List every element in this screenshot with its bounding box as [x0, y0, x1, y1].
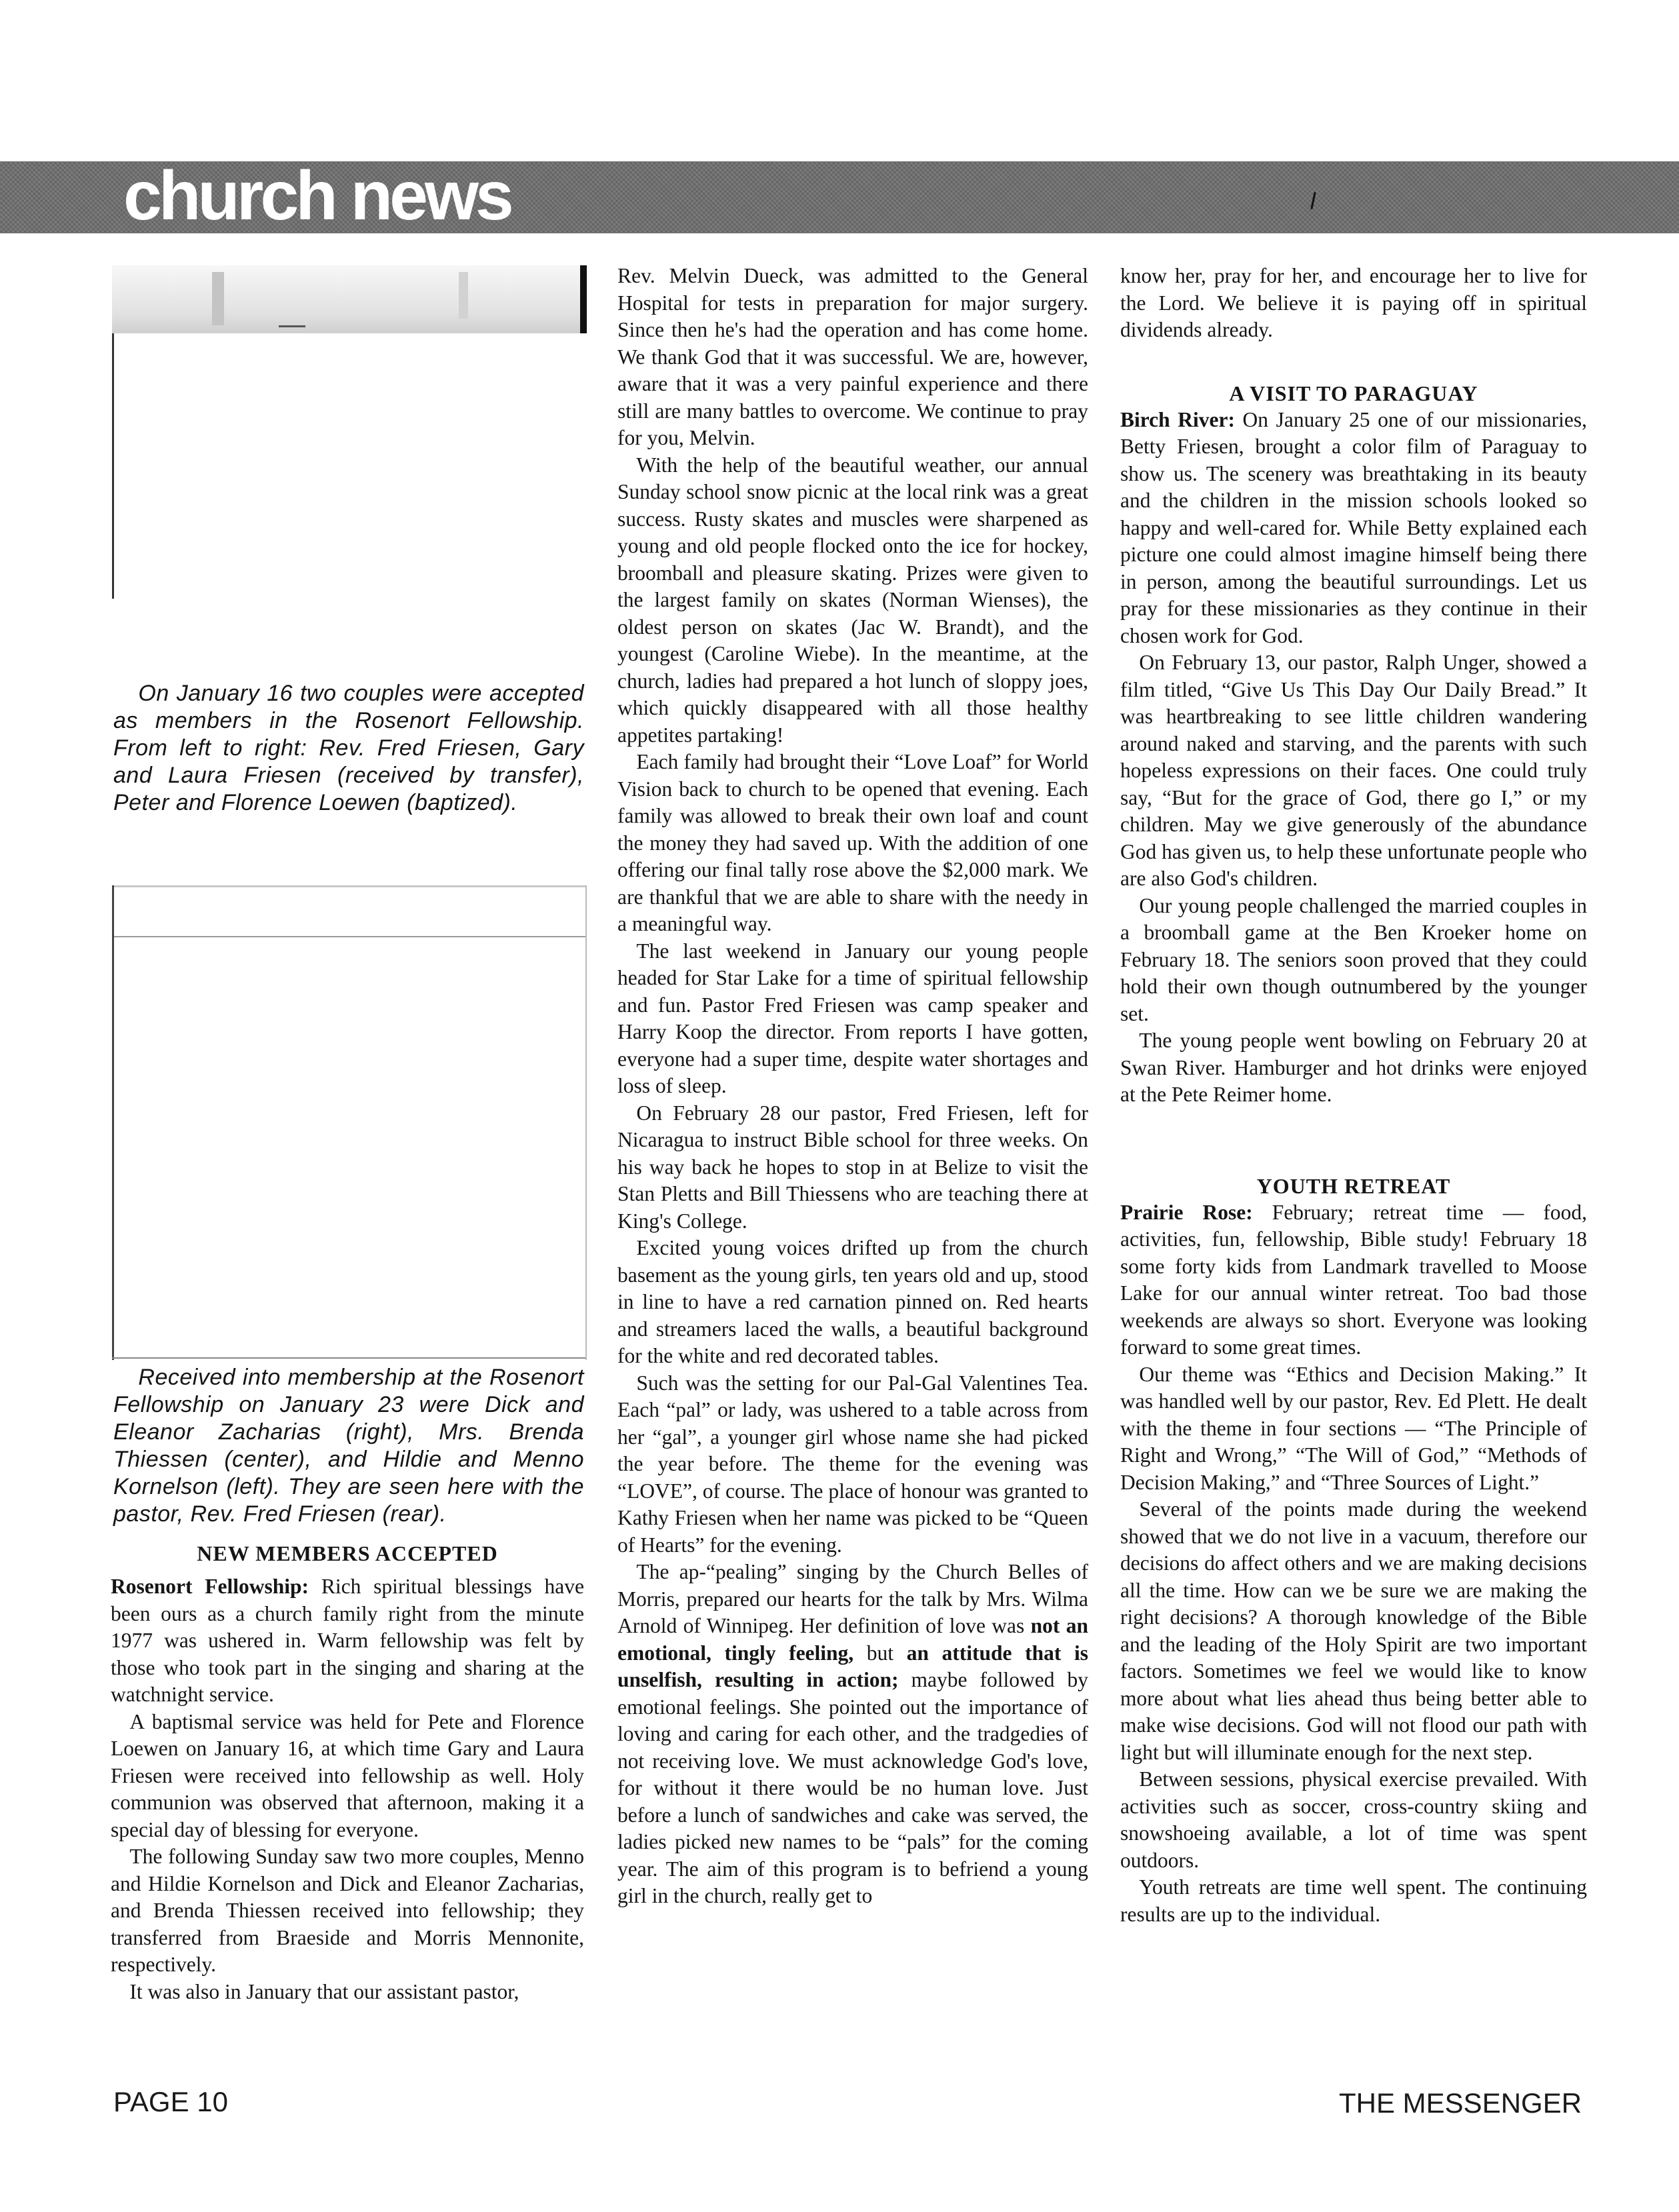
article-paragraph: On February 28 our pastor, Fred Friesen, left for Nicaragua to instruct Bible school for three weeks. On his way back he hopes to stop in at Belize to visit the Stan Pletts and Bill Thiessens who are teaching there at King's College. [617, 1101, 1088, 1233]
location-label: Rosenort Fellowship: [111, 1575, 309, 1598]
article-continued [617, 263, 1088, 1910]
article-paragraph: Such was the setting for our Pal-Gal Valentines Tea. Each “pal” or lady, was ushered to a table across from her “gal”, a younger girl whose name she had picked the year before. The theme for the evening was “LOVE”, of course. The place of honour was granted to Kathy Friesen when her name was picked to be “Queen of Hearts” for the evening. [617, 1371, 1088, 1557]
article-paragraph: The last weekend in January our young people headed for Star Lake for a time of spiritual fellowship and fun. Pastor Fred Friesen was camp speaker and Harry Koop the director. From reports I have gotten, everyone had a super time, despite water shortages and loss of sleep. [617, 939, 1088, 1097]
location-label: Birch River: [1120, 407, 1235, 431]
article-heading: A VISIT TO PARAGUAY [1229, 381, 1478, 405]
article-paragraph: With the help of the beautiful weather, our annual Sunday school snow picnic at the local rink was a great success. Rusty skates and muscles were sharpened as young and old people flocked onto the ice for hockey, broomball and pleasure skating. Prizes were given to the largest family on skates (Norman Wienses), the oldest person on skates (Jac W. Brandt), and the youngest (Caroline Wiebe). In the meantime, at the church, ladies had prepared a hot lunch of sloppy joes, which quickly disappeared with all those healthy appetites partaking! [617, 453, 1088, 747]
article-paragraph: The following Sunday saw two more couples, Menno and Hildie Kornelson and Dick and Eleanor Zacharias, and Brenda Thiessen received into fellowship; they transferred from Braeside and Morris Mennonite, respectively. [111, 1845, 584, 1976]
photo-new-members-jan23 [112, 885, 587, 1360]
article-paragraph: Each family had brought their “Love Loaf” for World Vision back to church to be opened that evening. Each family was allowed to break their own loaf and count the money they had saved up. With the addition of one offering our final tally rose above the $2,000 mark. We are thankful that we are able to share with the needy in a meaningful way. [617, 750, 1088, 935]
article-paragraph: Our young people challenged the married couples in a broomball game at the Ben Kroeker home on February 18. The seniors soon proved that they could hold their own though outnumbered by the younger set. [1120, 893, 1587, 1025]
article-paragraph: Youth retreats are time well spent. The continuing results are up to the individual. [1120, 1875, 1587, 1926]
article-paragraph: Prairie Rose: February; retreat time — food, activities, fun, fellowship, Bible study! February 18 some forty kids from Landmark travelled to Moose Lake for our annual winter retreat. Too bad those weekends are always so short. Everyone was looking forward to some great times. [1120, 1200, 1588, 1359]
article-paragraph: Between sessions, physical exercise prevailed. With activities such as soccer, cross-country skiing and snowshoeing available, a lot of time was spent outdoors. [1120, 1767, 1587, 1872]
article-paragraph: The ap-“pealing” singing by the Church Belles of Morris, prepared our hearts for the talk by Mrs. Wilma Arnold of Winnipeg. Her definition of love was not an emotional, tingly feeling, but an attitude that is unselfish, resulting in action; maybe followed by emotional feelings. She pointed out the importance of loving and caring for each other, and the tradgedies of not receiving love. We must acknowledge God's love, for without it there would be no human love. Just before a lunch of sandwiches and cake was served, the ladies picked new names to be “pals” for the coming year. The aim of this program is to befriend a young girl in the church, really get to [617, 1560, 1089, 1907]
section-title: church news [123, 157, 511, 235]
article-paragraph: Rosenort Fellowship: Rich spiritual blessings have been ours as a church family right from the minute 1977 was ushered in. Warm fellowship was felt by those who took part in the singing and sharing at the watchnight service. [111, 1575, 585, 1706]
article-paragraph: The young people went bowling on February 20 at Swan River. Hamburger and hot drinks were enjoyed at the Pete Reimer home. [1120, 1029, 1587, 1106]
article-paragraph: Excited young voices drifted up from the church basement as the young girls, ten years old and up, stood in line to have a red carnation pinned on. Red hearts and streamers laced the walls, a beautiful background for the white and red decorated tables. [617, 1236, 1088, 1367]
article-paragraph: Rev. Melvin Dueck, was admitted to the General Hospital for tests in preparation for major surgery. Since then he's had the operation and has come home. We thank God that it was successful. We are, however, aware that it was a very painful experience and there still are many battles to overcome. We continue to pray for you, Melvin. [617, 264, 1088, 449]
article-paragraph: Several of the points made during the weekend showed that we do not live in a vacuum, therefore our decisions do affect others and we are making decisions all the time. How can we be sure we are making the right decisions? A thorough knowledge of the Bible and the leading of the Holy Spirit are two important factors. Sometimes we feel we would like to know more about what lies ahead thus being better able to make wise decisions. God will not flood our path with light but will illuminate enough for the next step. [1120, 1497, 1587, 1764]
article-paragraph: Our theme was “Ethics and Decision Making.” It was handled well by our pastor, Rev. Ed Plett. He dealt with the theme in four sections — “The Principle of Right and Wrong,” “The Will of God,” “Methods of Decision Making,” and “Three Sources of Light.” [1120, 1362, 1587, 1494]
article-column-3 [1120, 263, 1587, 1928]
article-paragraph: know her, pray for her, and encourage her to live for the Lord. We believe it is paying off in spiritual dividends already. [1120, 264, 1587, 341]
photo-new-members-jan16 [112, 265, 587, 673]
article-heading: NEW MEMBERS ACCEPTED [197, 1541, 498, 1565]
article-paragraph: A baptismal service was held for Pete and Florence Loewen on January 16, at which time Gary and Laura Friesen were received into fellowship as well. Holy communion was observed that afternoon, making it a special day of blessing for everyone. [111, 1709, 584, 1841]
article-paragraph: It was also in January that our assistant pastor, [129, 1979, 519, 2003]
photo-caption: On January 16 two couples were accepted as members in the Rosenort Fellowship. From left to right: Rev. Fred Friesen, Gary and Laura Friesen (received by transfer), Peter and Florence Loewen (baptized). [113, 681, 584, 815]
page-number: PAGE 10 [113, 2086, 228, 2117]
publication-name: THE MESSENGER [1339, 2087, 1582, 2119]
article-paragraph: Birch River: On January 25 one of our missionaries, Betty Friesen, brought a color film of Paraguay to show us. The scenery was breathtaking in its beauty and the children in the mission schools looked so happy and well-cared for. While Betty explained each picture one could almost imagine himself being there in person, among the beautiful surroundings. Let us pray for these missionaries as they continue in their chosen work for God. [1120, 407, 1587, 647]
article-new-members [111, 1540, 584, 2005]
article-paragraph: On February 13, our pastor, Ralph Unger, showed a film titled, “Give Us This Day Our Daily Bread.” It was heartbreaking to see little children wandering around naked and starving, and the parents with such hopeless expressions on their faces. One could truly say, “But for the grace of God, there go I,” or my children. May we give generously of the abundance God has given us, to help these unfortunate people who are also God's children. [1120, 651, 1587, 890]
article-heading: YOUTH RETREAT [1256, 1173, 1451, 1198]
location-label: Prairie Rose: [1120, 1200, 1253, 1224]
photo-caption: Received into membership at the Rosenort Fellowship on January 23 were Dick and Eleanor Zacharias (right), Mrs. Brenda Thiessen (center), and Hildie and Menno Kornelson (left). They are seen here with the pastor, Rev. Fred Friesen (rear). [113, 1365, 584, 1527]
